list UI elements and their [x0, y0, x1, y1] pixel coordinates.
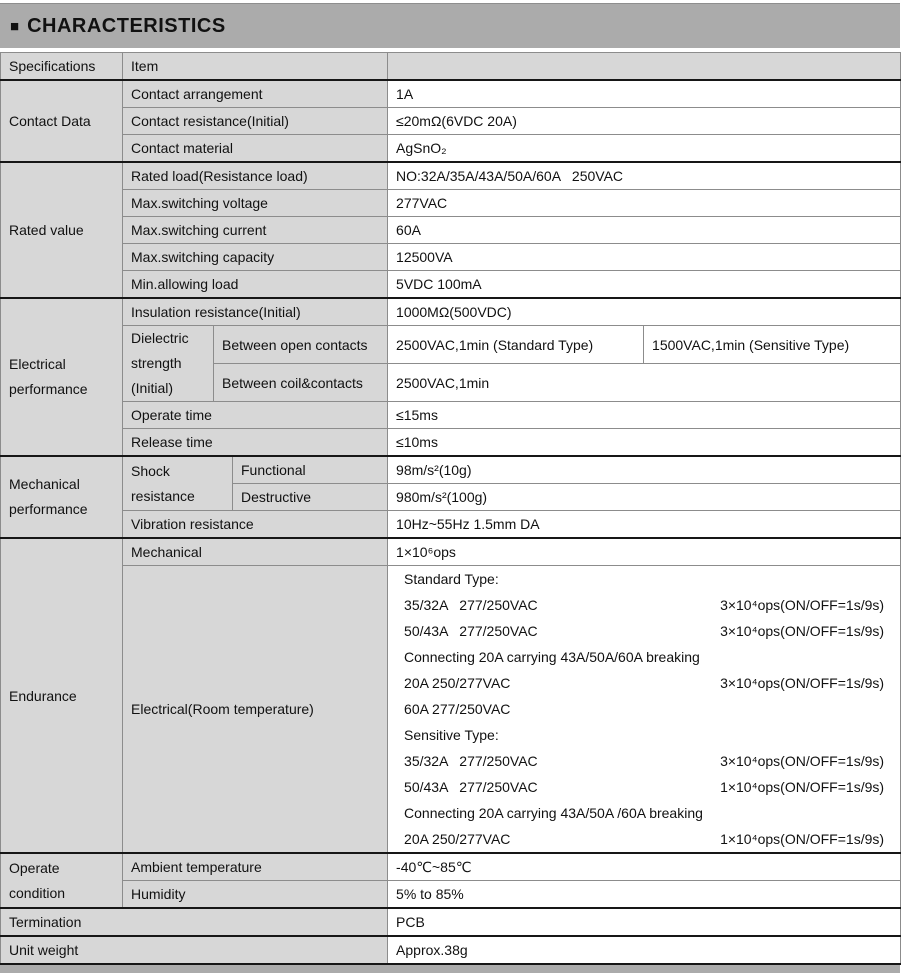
value-cell-standard: 2500VAC,1min (Standard Type)	[388, 326, 644, 364]
endurance-line-left: 20A 250/277VAC	[404, 675, 511, 691]
table-header-row	[1, 53, 901, 81]
spec-label-rated-value: Rated value	[1, 162, 123, 298]
table-row	[1, 538, 901, 566]
value-cell: 60A	[388, 217, 901, 244]
table-row	[1, 511, 901, 539]
value-cell: 2500VAC,1min	[388, 364, 901, 402]
item-label-shock-resistance: Shock resistance	[123, 456, 233, 511]
value-cell: PCB	[388, 908, 901, 936]
endurance-line-right: 1×10⁴ops(ON/OFF=1s/9s)	[720, 779, 885, 795]
table-row	[1, 853, 901, 881]
item-cell: Max.switching current	[123, 217, 388, 244]
item-cell: Ambient temperature	[123, 853, 388, 881]
table-row	[1, 271, 901, 299]
table-row	[1, 190, 901, 217]
section-title-bar	[0, 3, 900, 48]
spec-label-contact-data: Contact Data	[1, 80, 123, 162]
item-cell: Max.switching capacity	[123, 244, 388, 271]
spec-label-operate-condition: Operate condition	[1, 853, 123, 908]
endurance-line-right: 1×10⁴ops(ON/OFF=1s/9s)	[720, 831, 885, 847]
page-title: CHARACTERISTICS	[27, 14, 226, 37]
value-cell: 1000MΩ(500VDC)	[388, 298, 901, 326]
table-row	[1, 908, 901, 936]
endurance-line	[396, 826, 892, 852]
value-cell: NO:32A/35A/43A/50A/60A 250VAC	[388, 162, 901, 190]
page-bottom-strip	[0, 965, 900, 973]
value-cell: 10Hz~55Hz 1.5mm DA	[388, 511, 901, 539]
endurance-line-left: 20A 250/277VAC	[404, 831, 511, 847]
endurance-line	[396, 644, 892, 670]
table-row	[1, 566, 901, 854]
value-cell: ≤20mΩ(6VDC 20A)	[388, 108, 901, 135]
characteristics-table	[0, 52, 901, 965]
item-cell: Contact material	[123, 135, 388, 163]
value-cell: 12500VA	[388, 244, 901, 271]
endurance-line-right: 3×10⁴ops(ON/OFF=1s/9s)	[720, 597, 885, 613]
item-cell: Between coil&contacts	[214, 364, 388, 402]
table-row	[1, 402, 901, 429]
endurance-line-right: 3×10⁴ops(ON/OFF=1s/9s)	[720, 753, 885, 769]
endurance-line-left: Standard Type:	[404, 571, 499, 587]
table-row	[1, 162, 901, 190]
value-cell: 5VDC 100mA	[388, 271, 901, 299]
endurance-line	[396, 592, 892, 618]
value-cell: AgSnO₂	[388, 135, 901, 163]
item-cell: Max.switching voltage	[123, 190, 388, 217]
value-cell-sensitive: 1500VAC,1min (Sensitive Type)	[644, 326, 901, 364]
value-cell: 5% to 85%	[388, 881, 901, 909]
endurance-line-left: 35/32A 277/250VAC	[404, 597, 538, 613]
value-cell: ≤15ms	[388, 402, 901, 429]
endurance-line-left: Connecting 20A carrying 43A/50A /60A breaking	[404, 805, 703, 821]
table-row	[1, 244, 901, 271]
item-cell: Contact arrangement	[123, 80, 388, 108]
item-cell: Rated load(Resistance load)	[123, 162, 388, 190]
item-cell: Insulation resistance(Initial)	[123, 298, 388, 326]
table-row	[1, 80, 901, 108]
spec-label-electrical-performance: Electrical performance	[1, 298, 123, 456]
item-cell: Vibration resistance	[123, 511, 388, 539]
value-cell: 1×10⁶ops	[388, 538, 901, 566]
endurance-line-left: 35/32A 277/250VAC	[404, 753, 538, 769]
header-value	[388, 53, 901, 81]
value-cell: -40℃~85℃	[388, 853, 901, 881]
item-cell: Release time	[123, 429, 388, 457]
endurance-line-right: 3×10⁴ops(ON/OFF=1s/9s)	[720, 675, 885, 691]
endurance-line	[396, 800, 892, 826]
value-cell: 277VAC	[388, 190, 901, 217]
table-row	[1, 936, 901, 964]
table-row	[1, 217, 901, 244]
endurance-line	[396, 670, 892, 696]
table-row	[1, 326, 901, 364]
item-cell: Functional	[233, 456, 388, 484]
table-row	[1, 298, 901, 326]
endurance-line	[396, 618, 892, 644]
endurance-line-left: 50/43A 277/250VAC	[404, 623, 538, 639]
spec-label-mechanical-performance: Mechanical performance	[1, 456, 123, 538]
table-row	[1, 881, 901, 909]
header-item: Item	[123, 53, 388, 81]
item-label-dielectric-strength: Dielectric strength (Initial)	[123, 326, 214, 402]
value-cell: ≤10ms	[388, 429, 901, 457]
endurance-line	[396, 566, 892, 592]
item-cell: Between open contacts	[214, 326, 388, 364]
endurance-line-right: 3×10⁴ops(ON/OFF=1s/9s)	[720, 623, 885, 639]
endurance-line	[396, 748, 892, 774]
item-cell: Operate time	[123, 402, 388, 429]
table-row	[1, 135, 901, 163]
endurance-line	[396, 774, 892, 800]
endurance-line	[396, 722, 892, 748]
endurance-line-left: Sensitive Type:	[404, 727, 499, 743]
value-cell: 980m/s²(100g)	[388, 484, 901, 511]
endurance-line-left: Connecting 20A carrying 43A/50A/60A breaking	[404, 649, 700, 665]
value-cell: 98m/s²(10g)	[388, 456, 901, 484]
item-cell: Humidity	[123, 881, 388, 909]
value-cell-electrical-endurance	[388, 566, 901, 854]
table-row	[1, 429, 901, 457]
spec-label-unit-weight: Unit weight	[1, 936, 388, 964]
item-cell: Contact resistance(Initial)	[123, 108, 388, 135]
item-cell: Min.allowing load	[123, 271, 388, 299]
item-cell: Destructive	[233, 484, 388, 511]
endurance-line-left: 50/43A 277/250VAC	[404, 779, 538, 795]
value-cell: Approx.38g	[388, 936, 901, 964]
spec-label-termination: Termination	[1, 908, 388, 936]
table-row	[1, 456, 901, 484]
item-label-electrical-endurance: Electrical(Room temperature)	[123, 566, 388, 854]
endurance-line	[396, 696, 892, 722]
section-bullet-icon: ■	[10, 17, 20, 35]
header-specifications: Specifications	[1, 53, 123, 81]
spec-label-endurance: Endurance	[1, 538, 123, 853]
datasheet-page	[0, 3, 900, 958]
item-cell: Mechanical	[123, 538, 388, 566]
value-cell: 1A	[388, 80, 901, 108]
table-row	[1, 108, 901, 135]
endurance-line-left: 60A 277/250VAC	[404, 701, 511, 717]
